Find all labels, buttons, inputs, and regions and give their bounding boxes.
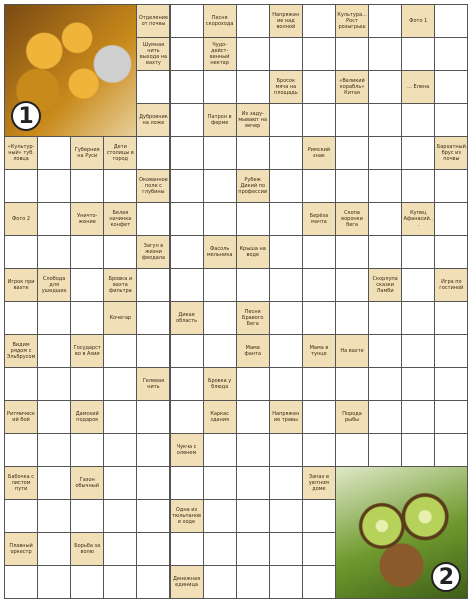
- answer-cell[interactable]: [170, 334, 204, 368]
- answer-cell[interactable]: [401, 136, 435, 170]
- answer-cell[interactable]: [70, 433, 104, 467]
- clue-cell: Денежная единица: [170, 565, 204, 599]
- answer-cell[interactable]: [302, 169, 336, 203]
- answer-cell[interactable]: [335, 136, 369, 170]
- clue-cell: Их заду-мывают на вечер: [236, 103, 270, 137]
- clue-cell: На вахте: [335, 334, 369, 368]
- answer-cell[interactable]: [269, 367, 303, 401]
- answer-cell[interactable]: [170, 4, 204, 38]
- answer-cell[interactable]: [203, 499, 237, 533]
- answer-cell[interactable]: [401, 103, 435, 137]
- clue-cell: Ритмический бой: [4, 400, 38, 434]
- clue-cell: Игрок при вахте: [4, 268, 38, 302]
- answer-cell[interactable]: [236, 532, 270, 566]
- answer-cell[interactable]: [70, 301, 104, 335]
- answer-cell[interactable]: [4, 499, 38, 533]
- answer-cell[interactable]: [269, 433, 303, 467]
- answer-cell[interactable]: [368, 235, 402, 269]
- answer-cell[interactable]: [335, 367, 369, 401]
- answer-cell[interactable]: [269, 235, 303, 269]
- clue-cell: Порода рыбы: [335, 400, 369, 434]
- answer-cell[interactable]: [368, 334, 402, 368]
- photo-number: 1: [18, 103, 34, 129]
- answer-cell[interactable]: [368, 400, 402, 434]
- answer-cell[interactable]: [434, 235, 468, 269]
- answer-cell[interactable]: [236, 466, 270, 500]
- clue-cell: Римский знак: [302, 136, 336, 170]
- answer-cell[interactable]: [37, 136, 71, 170]
- answer-cell[interactable]: [136, 565, 170, 599]
- answer-cell[interactable]: [37, 565, 71, 599]
- clue-cell: Фото 1: [401, 4, 435, 38]
- answer-cell[interactable]: [37, 532, 71, 566]
- clue-cell: Рубеж Дикий по профессии: [236, 169, 270, 203]
- answer-cell[interactable]: [203, 70, 237, 104]
- answer-cell[interactable]: [236, 4, 270, 38]
- answer-cell[interactable]: [4, 169, 38, 203]
- answer-cell[interactable]: [236, 400, 270, 434]
- clue-cell: Чукча с оленем: [170, 433, 204, 467]
- answer-cell[interactable]: [136, 301, 170, 335]
- answer-cell[interactable]: [136, 136, 170, 170]
- answer-cell[interactable]: [434, 301, 468, 335]
- answer-cell[interactable]: [335, 37, 369, 71]
- answer-cell[interactable]: [236, 565, 270, 599]
- answer-cell[interactable]: [203, 565, 237, 599]
- answer-cell[interactable]: [170, 103, 204, 137]
- answer-cell[interactable]: [170, 169, 204, 203]
- answer-cell[interactable]: [203, 466, 237, 500]
- answer-cell[interactable]: [302, 235, 336, 269]
- clue-cell: Белая начинка конфет: [103, 202, 137, 236]
- answer-cell[interactable]: [136, 202, 170, 236]
- clue-cell: Культура... Рост розыгрыш: [335, 4, 369, 38]
- answer-cell[interactable]: [368, 301, 402, 335]
- answer-cell[interactable]: [37, 466, 71, 500]
- photo-dried-apricots: [4, 4, 137, 137]
- answer-cell[interactable]: [170, 367, 204, 401]
- answer-cell[interactable]: [434, 103, 468, 137]
- answer-cell[interactable]: [203, 532, 237, 566]
- answer-cell[interactable]: [401, 334, 435, 368]
- answer-cell[interactable]: [434, 433, 468, 467]
- clue-cell: Скорлупа сказки Ламби: [368, 268, 402, 302]
- answer-cell[interactable]: [269, 532, 303, 566]
- photo-number-badge: [11, 101, 41, 131]
- answer-cell[interactable]: [269, 169, 303, 203]
- answer-cell[interactable]: [70, 499, 104, 533]
- answer-cell[interactable]: [236, 37, 270, 71]
- clue-cell: Губерния на Руси: [70, 136, 104, 170]
- clue-cell: Мама фанта: [236, 334, 270, 368]
- answer-cell[interactable]: [401, 268, 435, 302]
- answer-cell[interactable]: [70, 367, 104, 401]
- answer-cell[interactable]: [37, 235, 71, 269]
- answer-cell[interactable]: [269, 103, 303, 137]
- answer-cell[interactable]: [302, 268, 336, 302]
- clue-cell: Дикая область: [170, 301, 204, 335]
- clue-cell: «Культур-ный» туб. ловца: [4, 136, 38, 170]
- answer-cell[interactable]: [302, 499, 336, 533]
- clue-cell: Бровка и вахта фильтра: [103, 268, 137, 302]
- answer-cell[interactable]: [170, 37, 204, 71]
- answer-cell[interactable]: [236, 70, 270, 104]
- clue-cell: Кочегар: [103, 301, 137, 335]
- clue-cell: Патрон в ферме: [203, 103, 237, 137]
- clue-cell: Песня Бравого Бега: [236, 301, 270, 335]
- answer-cell[interactable]: [401, 235, 435, 269]
- answer-cell[interactable]: [269, 202, 303, 236]
- answer-cell[interactable]: [4, 565, 38, 599]
- answer-cell[interactable]: [103, 235, 137, 269]
- answer-cell[interactable]: [269, 466, 303, 500]
- answer-cell[interactable]: [70, 565, 104, 599]
- answer-cell[interactable]: [170, 400, 204, 434]
- answer-cell[interactable]: [170, 70, 204, 104]
- answer-cell[interactable]: [434, 367, 468, 401]
- clue-cell: Запах в уютном доме: [302, 466, 336, 500]
- answer-cell[interactable]: [70, 169, 104, 203]
- answer-cell[interactable]: [302, 37, 336, 71]
- clue-cell: Каркас здания: [203, 400, 237, 434]
- answer-cell[interactable]: [136, 499, 170, 533]
- answer-cell[interactable]: [401, 169, 435, 203]
- answer-cell[interactable]: [70, 268, 104, 302]
- clue-cell: Окованное поле с глубины: [136, 169, 170, 203]
- answer-cell[interactable]: [103, 466, 137, 500]
- clue-cell: Дамский подарок: [70, 400, 104, 434]
- answer-cell[interactable]: [401, 37, 435, 71]
- answer-cell[interactable]: [335, 433, 369, 467]
- clue-cell: «Великий корабль» Китая: [335, 70, 369, 104]
- clue-cell: Бабочка с листом пути: [4, 466, 38, 500]
- answer-cell[interactable]: [302, 103, 336, 137]
- answer-cell[interactable]: [302, 433, 336, 467]
- answer-cell[interactable]: [368, 202, 402, 236]
- clue-cell: Напряжение травы: [269, 400, 303, 434]
- clue-cell: Гелевая нить: [136, 367, 170, 401]
- answer-cell[interactable]: [368, 169, 402, 203]
- clue-cell: Газон обычный: [70, 466, 104, 500]
- answer-cell[interactable]: [170, 532, 204, 566]
- answer-cell[interactable]: [203, 334, 237, 368]
- clue-cell: Мама в тунце: [302, 334, 336, 368]
- answer-cell[interactable]: [368, 433, 402, 467]
- clue-cell: Фасоль мельника: [203, 235, 237, 269]
- answer-cell[interactable]: [434, 400, 468, 434]
- answer-cell[interactable]: [37, 400, 71, 434]
- answer-cell[interactable]: [368, 37, 402, 71]
- clue-cell: Отделение от почвы: [136, 4, 170, 38]
- clue-cell: Песня скорохода: [203, 4, 237, 38]
- answer-cell[interactable]: [136, 70, 170, 104]
- clue-cell: Борьба за волю: [70, 532, 104, 566]
- answer-cell[interactable]: [37, 499, 71, 533]
- answer-cell[interactable]: [203, 136, 237, 170]
- answer-cell[interactable]: [335, 169, 369, 203]
- answer-cell[interactable]: [37, 367, 71, 401]
- clue-cell: Крыша на воде: [236, 235, 270, 269]
- answer-cell[interactable]: [37, 433, 71, 467]
- answer-cell[interactable]: [37, 334, 71, 368]
- clue-cell: Видим рядом с Эльбрусом: [4, 334, 38, 368]
- answer-cell[interactable]: [401, 433, 435, 467]
- answer-cell[interactable]: [302, 70, 336, 104]
- answer-cell[interactable]: [434, 169, 468, 203]
- answer-cell[interactable]: [302, 367, 336, 401]
- answer-cell[interactable]: [401, 367, 435, 401]
- answer-cell[interactable]: [434, 334, 468, 368]
- clue-cell: Слобода для ушедших: [37, 268, 71, 302]
- answer-cell[interactable]: [170, 466, 204, 500]
- answer-cell[interactable]: [203, 268, 237, 302]
- answer-cell[interactable]: [136, 400, 170, 434]
- answer-cell[interactable]: [37, 169, 71, 203]
- clue-cell: Купец Афанасий...: [401, 202, 435, 236]
- answer-cell[interactable]: [103, 532, 137, 566]
- clue-cell: Бархатный брус из почвы: [434, 136, 468, 170]
- clue-cell: Чудо-дейст-венный нектар: [203, 37, 237, 71]
- clue-cell: Одна из тюльпанов в ходе: [170, 499, 204, 533]
- answer-cell[interactable]: [136, 466, 170, 500]
- answer-cell[interactable]: [269, 334, 303, 368]
- clue-cell: Плавный оркестр: [4, 532, 38, 566]
- answer-cell[interactable]: [136, 532, 170, 566]
- clue-cell: Игра по гостиной: [434, 268, 468, 302]
- answer-cell[interactable]: [236, 268, 270, 302]
- answer-cell[interactable]: [236, 433, 270, 467]
- clue-cell: ... Елена: [401, 70, 435, 104]
- answer-cell[interactable]: [236, 499, 270, 533]
- answer-cell[interactable]: [269, 301, 303, 335]
- answer-cell[interactable]: [302, 4, 336, 38]
- answer-cell[interactable]: [103, 169, 137, 203]
- answer-cell[interactable]: [236, 367, 270, 401]
- answer-cell[interactable]: [203, 301, 237, 335]
- clue-cell: Уничто-жение: [70, 202, 104, 236]
- answer-cell[interactable]: [368, 70, 402, 104]
- answer-cell[interactable]: [401, 400, 435, 434]
- answer-cell[interactable]: [335, 301, 369, 335]
- answer-cell[interactable]: [269, 37, 303, 71]
- clue-cell: Дубровник на ложе: [136, 103, 170, 137]
- answer-cell[interactable]: [302, 400, 336, 434]
- answer-cell[interactable]: [136, 268, 170, 302]
- answer-cell[interactable]: [103, 334, 137, 368]
- answer-cell[interactable]: [203, 202, 237, 236]
- answer-cell[interactable]: [302, 532, 336, 566]
- answer-cell[interactable]: [37, 301, 71, 335]
- clue-cell: Фото 2: [4, 202, 38, 236]
- answer-cell[interactable]: [401, 301, 435, 335]
- answer-cell[interactable]: [4, 433, 38, 467]
- answer-cell[interactable]: [434, 70, 468, 104]
- answer-cell[interactable]: [434, 4, 468, 38]
- answer-cell[interactable]: [136, 334, 170, 368]
- answer-cell[interactable]: [335, 103, 369, 137]
- answer-cell[interactable]: [103, 433, 137, 467]
- clue-cell: Дети столицы в город: [103, 136, 137, 170]
- clue-cell: Загул в жизни феодала: [136, 235, 170, 269]
- answer-cell[interactable]: [368, 367, 402, 401]
- clue-cell: Скопа воронки бега: [335, 202, 369, 236]
- clue-cell: Берёза мачта: [302, 202, 336, 236]
- answer-cell[interactable]: [203, 169, 237, 203]
- answer-cell[interactable]: [103, 565, 137, 599]
- answer-cell[interactable]: [170, 235, 204, 269]
- clue-cell: Шумная нить выхода на вахту: [136, 37, 170, 71]
- answer-cell[interactable]: [236, 202, 270, 236]
- clue-cell: Напряжение над волной: [269, 4, 303, 38]
- answer-cell[interactable]: [136, 433, 170, 467]
- answer-cell[interactable]: [269, 565, 303, 599]
- answer-cell[interactable]: [103, 499, 137, 533]
- answer-cell[interactable]: [368, 136, 402, 170]
- answer-cell[interactable]: [269, 268, 303, 302]
- answer-cell[interactable]: [302, 565, 336, 599]
- clue-cell: Бросок мяча на площадь: [269, 70, 303, 104]
- answer-cell[interactable]: [434, 202, 468, 236]
- clue-cell: Государство в Азии: [70, 334, 104, 368]
- photo-number: 2: [438, 564, 455, 590]
- answer-cell[interactable]: [70, 235, 104, 269]
- answer-cell[interactable]: [203, 433, 237, 467]
- answer-cell[interactable]: [103, 400, 137, 434]
- answer-cell[interactable]: [335, 268, 369, 302]
- answer-cell[interactable]: [236, 136, 270, 170]
- answer-cell[interactable]: [170, 268, 204, 302]
- answer-cell[interactable]: [4, 367, 38, 401]
- answer-cell[interactable]: [170, 202, 204, 236]
- photo-number-badge: [431, 562, 461, 592]
- answer-cell[interactable]: [269, 499, 303, 533]
- answer-cell[interactable]: [103, 367, 137, 401]
- answer-cell[interactable]: [368, 103, 402, 137]
- answer-cell[interactable]: [335, 235, 369, 269]
- answer-cell[interactable]: [434, 37, 468, 71]
- answer-cell[interactable]: [170, 136, 204, 170]
- answer-cell[interactable]: [37, 202, 71, 236]
- answer-cell[interactable]: [302, 301, 336, 335]
- answer-cell[interactable]: [368, 4, 402, 38]
- photo-kiwi: [335, 466, 468, 599]
- answer-cell[interactable]: [269, 136, 303, 170]
- answer-cell[interactable]: [4, 301, 38, 335]
- clue-cell: Бровка у блюда: [203, 367, 237, 401]
- answer-cell[interactable]: [4, 235, 38, 269]
